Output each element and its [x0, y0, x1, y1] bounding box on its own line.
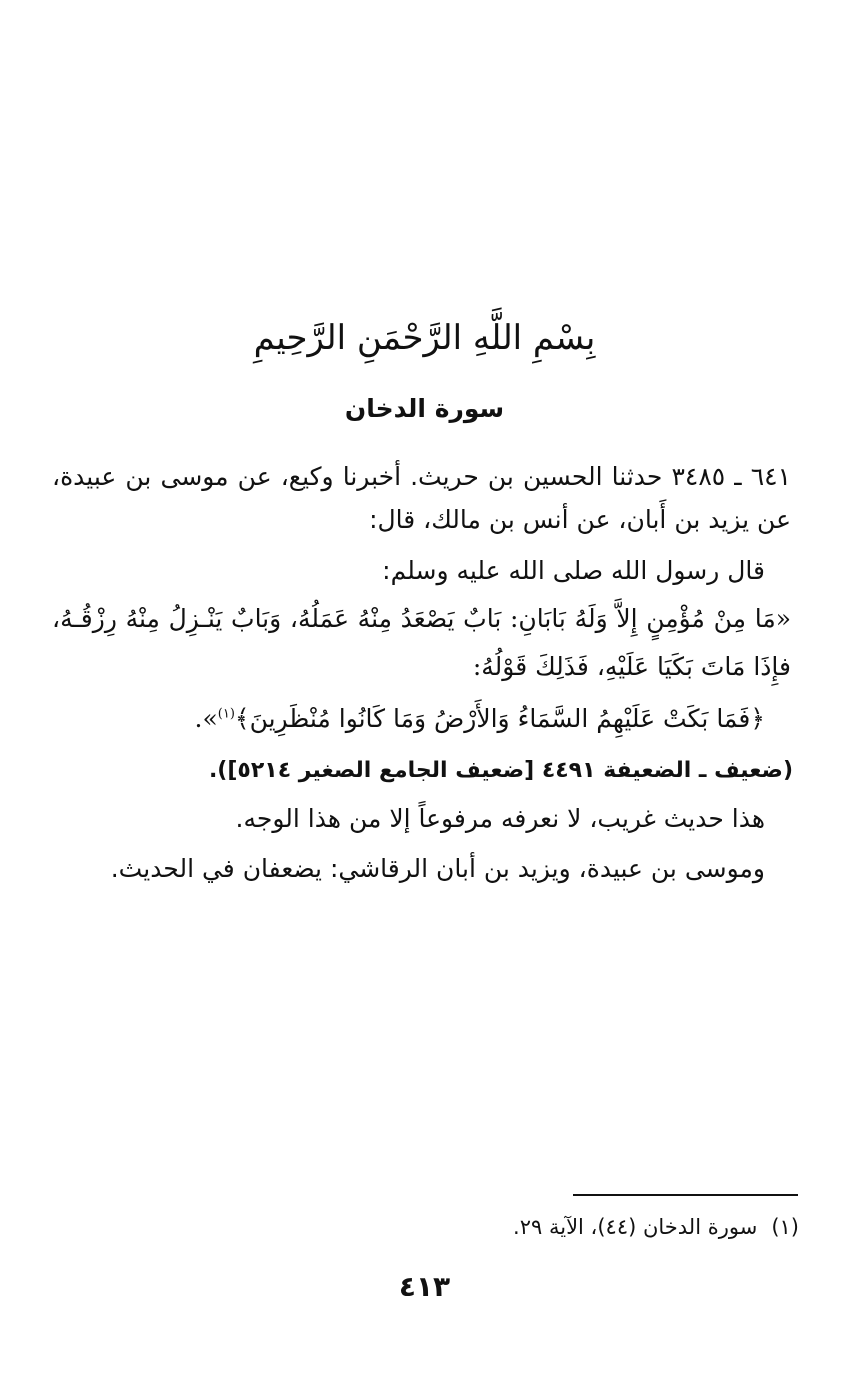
hadith-matn-line-2: فإِذَا مَاتَ بَكَيَا عَلَيْهِ، فَذَلِكَ قَوْلُهُ:: [472, 652, 791, 681]
surah-title: سورة الدخان: [344, 394, 505, 423]
footnote-text: سورة الدخان (٤٤)، الآية ٢٩.: [513, 1215, 758, 1239]
page-number: ٤١٣: [398, 1270, 451, 1303]
hadith-line-3: قال رسول الله صلى الله عليه وسلم:: [382, 556, 765, 585]
tirmidhi-comment-2: وموسى بن عبيدة، ويزيد بن أبان الرقاشي: يضعفان في الحديث.: [110, 854, 765, 883]
hadith-matn-line-1: «مَا مِنْ مُؤْمِنٍ إِلاَّ وَلَهُ بَابَانِ: بَابٌ يَصْعَدُ مِنْهُ عَمَلُهُ، وَبَابٌ يَنْـزِلُ مِنْهُ رِزْقُـهُ،: [52, 604, 791, 633]
footnote: [513, 1215, 799, 1239]
quote-close: ».: [194, 704, 218, 733]
hadith-line-1: ٦٤١ ـ ٣٤٨٥ حدثنا الحسين بن حريث. أخبرنا وكيع، عن موسى بن عبيدة،: [52, 462, 792, 491]
tirmidhi-comment-1: هذا حديث غريب، لا نعرفه مرفوعاً إلا من هذا الوجه.: [235, 804, 765, 833]
hadith-grading: (ضعيف ـ الضعيفة ٤٤٩١ [ضعيف الجامع الصغير ٥٢١٤]).: [208, 758, 793, 783]
footnote-separator: [573, 1194, 798, 1196]
hadith-line-2: عن يزيد بن أَبان، عن أنس بن مالك، قال:: [369, 505, 791, 534]
quran-verse-text: ﴿فَمَا بَكَتْ عَلَيْهِمُ السَّمَاءُ وَالأَرْضُ وَمَا كَانُوا مُنْظَرِينَ﴾: [234, 704, 765, 733]
footnote-reference: (١): [217, 706, 235, 722]
quran-verse-line: [195, 704, 765, 733]
footnote-number: (١): [771, 1215, 799, 1239]
basmala-calligraphy: بِسْمِ اللَّهِ الرَّحْمَنِ الرَّحِيمِ: [253, 318, 596, 358]
